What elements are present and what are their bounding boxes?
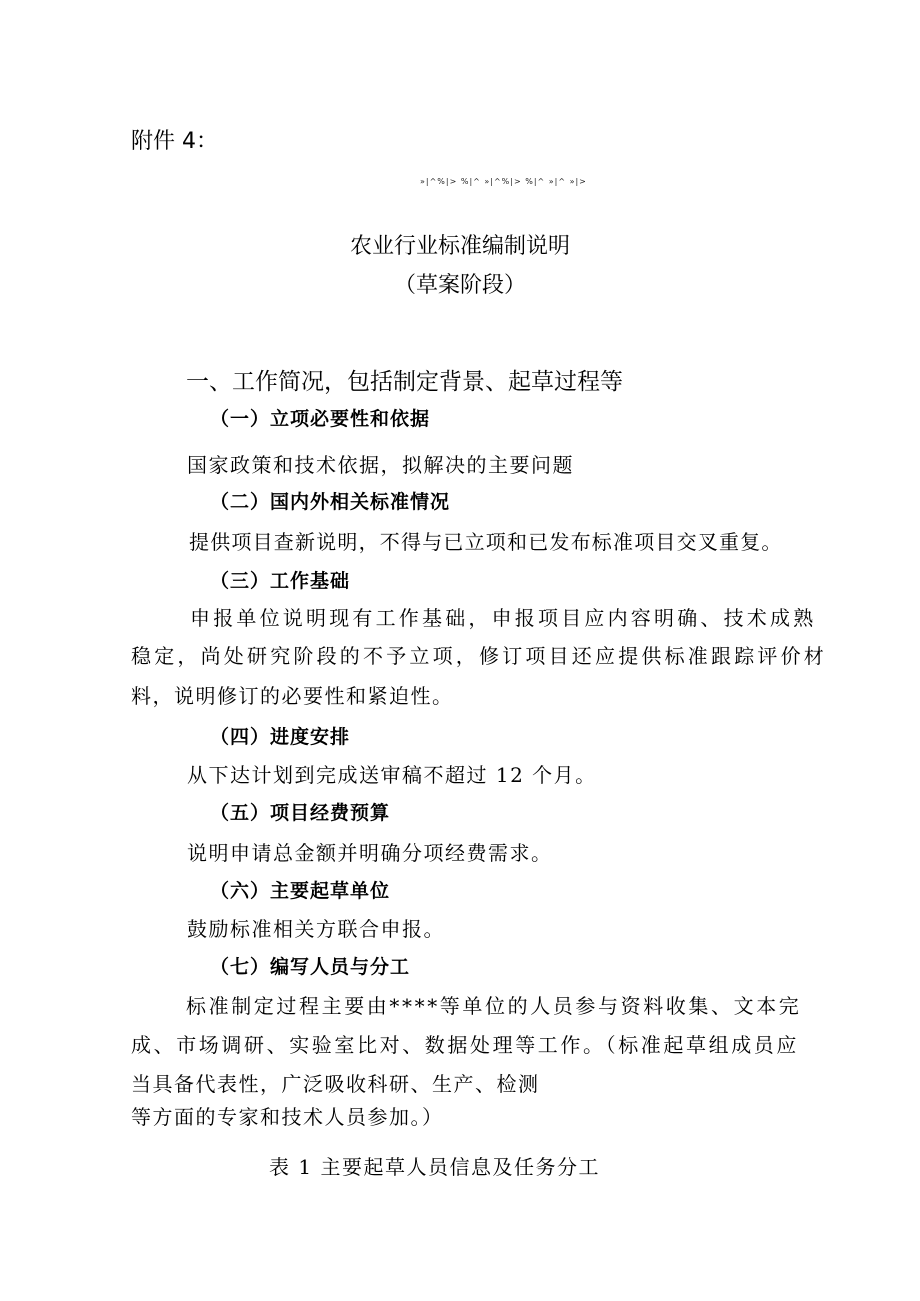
paragraph-schedule: 从下达计划到完成送审稿不超过 12 个月。 bbox=[187, 763, 597, 787]
garbled-text-line: »|^%|> %|^ »|^%|> %|^ »|^ »|> bbox=[420, 177, 587, 186]
document-stage-subtitle: （草案阶段） bbox=[393, 273, 526, 298]
section-heading: 一、工作简况，包括制定背景、起草过程等 bbox=[186, 369, 623, 395]
paragraph-work-basis-line: 料，说明修订的必要性和紧迫性。 bbox=[131, 684, 454, 708]
paragraph-personnel-line: 标准制定过程主要由****等单位的人员参与资料收集、文本完 bbox=[186, 994, 802, 1018]
subheading-drafting-units: （六）主要起草单位 bbox=[210, 880, 391, 902]
attachment-label: 附件 4： bbox=[131, 129, 218, 154]
document-title: 农业行业标准编制说明 bbox=[349, 234, 570, 259]
subheading-budget: （五）项目经费预算 bbox=[210, 802, 391, 824]
subheading-necessity: （一）立项必要性和依据 bbox=[210, 408, 431, 430]
table-caption: 表 1 主要起草人员信息及任务分工 bbox=[269, 1155, 600, 1179]
paragraph-related-standards: 提供项目查新说明，不得与已立项和已发布标准项目交叉重复。 bbox=[189, 530, 783, 554]
subheading-schedule: （四）进度安排 bbox=[210, 726, 351, 748]
paragraph-work-basis-line: 稳定，尚处研究阶段的不予立项，修订项目还应提供标准跟踪评价材 bbox=[131, 644, 827, 668]
paragraph-work-basis-line: 申报单位说明现有工作基础，申报项目应内容明确、技术成熟 bbox=[190, 606, 817, 630]
paragraph-personnel-line: 当具备代表性，广泛吸收科研、生产、检测 bbox=[131, 1072, 540, 1096]
paragraph-necessity: 国家政策和技术依据，拟解决的主要问题 bbox=[187, 453, 574, 477]
subheading-work-basis: （三）工作基础 bbox=[210, 570, 351, 592]
paragraph-budget: 说明申请总金额并明确分项经费需求。 bbox=[187, 841, 553, 865]
subheading-personnel: （七）编写人员与分工 bbox=[210, 956, 411, 978]
subheading-related-standards: （二）国内外相关标准情况 bbox=[210, 491, 451, 513]
paragraph-drafting-units: 鼓励标准相关方联合申报。 bbox=[187, 917, 445, 941]
paragraph-personnel-line: 成、市场调研、实验室比对、数据处理等工作。（标准起草组成员应 bbox=[131, 1033, 799, 1057]
paragraph-personnel-line: 等方面的专家和技术人员参加。） bbox=[131, 1105, 444, 1129]
